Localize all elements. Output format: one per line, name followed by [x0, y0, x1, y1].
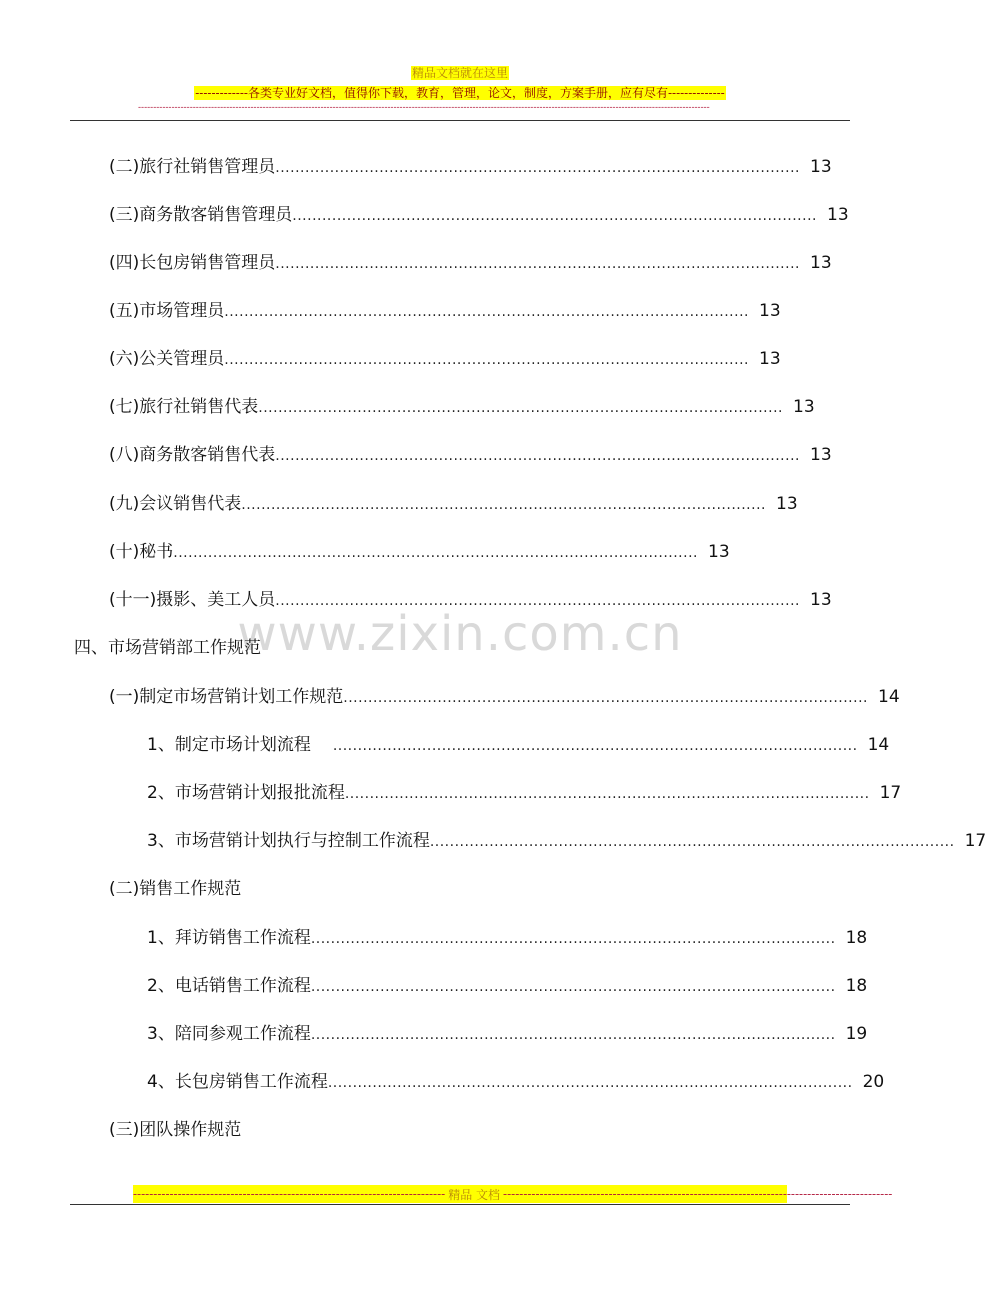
toc-leader-dots: .......................................................................................................... — [224, 352, 749, 368]
toc-entry-title: (一)制定市场营销计划工作规范 — [109, 687, 344, 707]
toc-entry-page: 13 — [793, 397, 815, 417]
toc-entry-page: 14 — [878, 687, 900, 707]
toc-leader-dots: .......................................................................................................... — [310, 979, 836, 995]
page-footer — [133, 1185, 893, 1203]
toc-entry[interactable] — [109, 296, 781, 324]
toc-entry-page: 13 — [708, 542, 730, 562]
watermark: www.zixin.com.cn — [237, 606, 683, 662]
toc-entry-page: 13 — [810, 253, 832, 273]
toc-entry-title: 四、市场营销部工作规范 — [74, 638, 261, 658]
toc-entry-title: 3、市场营销计划执行与控制工作流程 — [147, 831, 430, 851]
toc-entry-title: 2、电话销售工作流程 — [147, 976, 311, 996]
toc-leader-dots: .......................................................................................................... — [292, 208, 817, 224]
toc-leader-dots: .......................................................................................................... — [344, 786, 870, 802]
toc-entry-page: 13 — [759, 349, 781, 369]
toc-leader-dots: .......................................................................................................... — [332, 738, 858, 754]
toc-entry-page: 13 — [827, 205, 849, 225]
toc-entry-title: (十)秘书 — [109, 542, 174, 562]
toc-leader-dots: .......................................................................................................... — [275, 256, 800, 272]
toc-entry-title: (八)商务散客销售代表 — [109, 445, 276, 465]
toc-entry-page: 13 — [759, 301, 781, 321]
toc-entry-title: (七)旅行社销售代表 — [109, 397, 259, 417]
toc-section-heading[interactable] — [74, 633, 261, 661]
toc-entry-page: 13 — [810, 157, 832, 177]
toc-entry-title: (五)市场管理员 — [109, 301, 225, 321]
toc-entry-page: 20 — [862, 1072, 885, 1092]
toc-entry-page: 18 — [845, 928, 868, 948]
toc-entry[interactable] — [147, 730, 890, 758]
toc-entry[interactable] — [109, 585, 832, 613]
toc-leader-dots: .......................................................................................................... — [343, 690, 868, 706]
toc-entry[interactable] — [109, 489, 798, 517]
toc-entry-page: 14 — [867, 735, 890, 755]
footer-left-dash: ----------------------------------------------------------------------------- — [133, 1187, 446, 1201]
toc-entry[interactable] — [109, 344, 781, 372]
toc-entry[interactable] — [147, 778, 902, 806]
header-subtitle: -------------各类专业好文档，值得你下载，教育，管理，论文，制度，方案手册，应有尽有-------------- — [195, 86, 725, 100]
toc-entry-page: 13 — [810, 445, 832, 465]
toc-entry-title: 1、拜访销售工作流程 — [147, 928, 311, 948]
toc-entry-page: 19 — [845, 1024, 868, 1044]
header-title: 精品文档就在这里 — [411, 66, 508, 80]
toc-entry-page: 18 — [845, 976, 868, 996]
toc-leader-dots: .......................................................................................................... — [275, 448, 800, 464]
toc-entry[interactable] — [109, 200, 849, 228]
toc-entry-title: 2、市场营销计划报批流程 — [147, 783, 345, 803]
footer-right-dash: ------------------------------------------------------------------------------------------------ — [503, 1187, 893, 1201]
toc-entry[interactable] — [147, 826, 986, 854]
footer-label: 精品 文档 — [448, 1187, 501, 1202]
toc-entry-page: 13 — [810, 590, 832, 610]
toc-leader-dots: .......................................................................................................... — [275, 593, 800, 609]
toc-entry[interactable] — [109, 152, 832, 180]
toc-leader-dots: .......................................................................................................... — [241, 497, 766, 513]
header-dash-line: -------------------------------------------------------------------------------------------------------------------------------------------------------------------------------------------- — [138, 103, 710, 113]
toc-entry[interactable] — [109, 392, 815, 420]
toc-entry[interactable] — [147, 923, 868, 951]
toc-leader-dots: .......................................................................................................... — [258, 400, 783, 416]
toc-entry-title: (六)公关管理员 — [109, 349, 225, 369]
toc-leader-dots: .......................................................................................................... — [310, 1027, 836, 1043]
toc-leader-dots: .......................................................................................................... — [429, 834, 955, 850]
toc-entry-title: (三)商务散客销售管理员 — [109, 205, 293, 225]
toc-leader-dots: .......................................................................................................... — [310, 931, 836, 947]
toc-entry-title: (二)旅行社销售管理员 — [109, 157, 276, 177]
toc-entry-page: 13 — [776, 494, 798, 514]
toc-entry-title: 1、制定市场计划流程 — [147, 735, 311, 755]
toc-entry-title: (九)会议销售代表 — [109, 494, 242, 514]
toc-entry-title: (三)团队操作规范 — [109, 1120, 242, 1140]
toc-entry[interactable] — [109, 537, 730, 565]
toc-entry-title: (十一)摄影、美工人员 — [109, 590, 276, 610]
toc-subsection-heading[interactable] — [109, 1115, 241, 1143]
toc-entry-title: (二)销售工作规范 — [109, 879, 242, 899]
toc-leader-dots: .......................................................................................................... — [173, 545, 698, 561]
toc-leader-dots: .......................................................................................................... — [224, 304, 749, 320]
footer-rule — [70, 1204, 850, 1205]
toc-entry[interactable] — [109, 682, 900, 710]
toc-entry-title: 3、陪同参观工作流程 — [147, 1024, 311, 1044]
toc-entry[interactable] — [147, 1067, 885, 1095]
toc-leader-dots: .......................................................................................................... — [275, 160, 800, 176]
toc-entry[interactable] — [109, 440, 832, 468]
toc-entry-page: 17 — [964, 831, 986, 851]
toc-entry[interactable] — [109, 248, 832, 276]
toc-leader-dots: .......................................................................................................... — [327, 1075, 853, 1091]
toc-entry-title: (四)长包房销售管理员 — [109, 253, 276, 273]
toc-entry[interactable] — [147, 1019, 868, 1047]
toc-subsection-heading[interactable] — [109, 874, 241, 902]
toc-entry[interactable] — [147, 971, 868, 999]
toc-entry-title: 4、长包房销售工作流程 — [147, 1072, 328, 1092]
toc-entry-page: 17 — [879, 783, 902, 803]
